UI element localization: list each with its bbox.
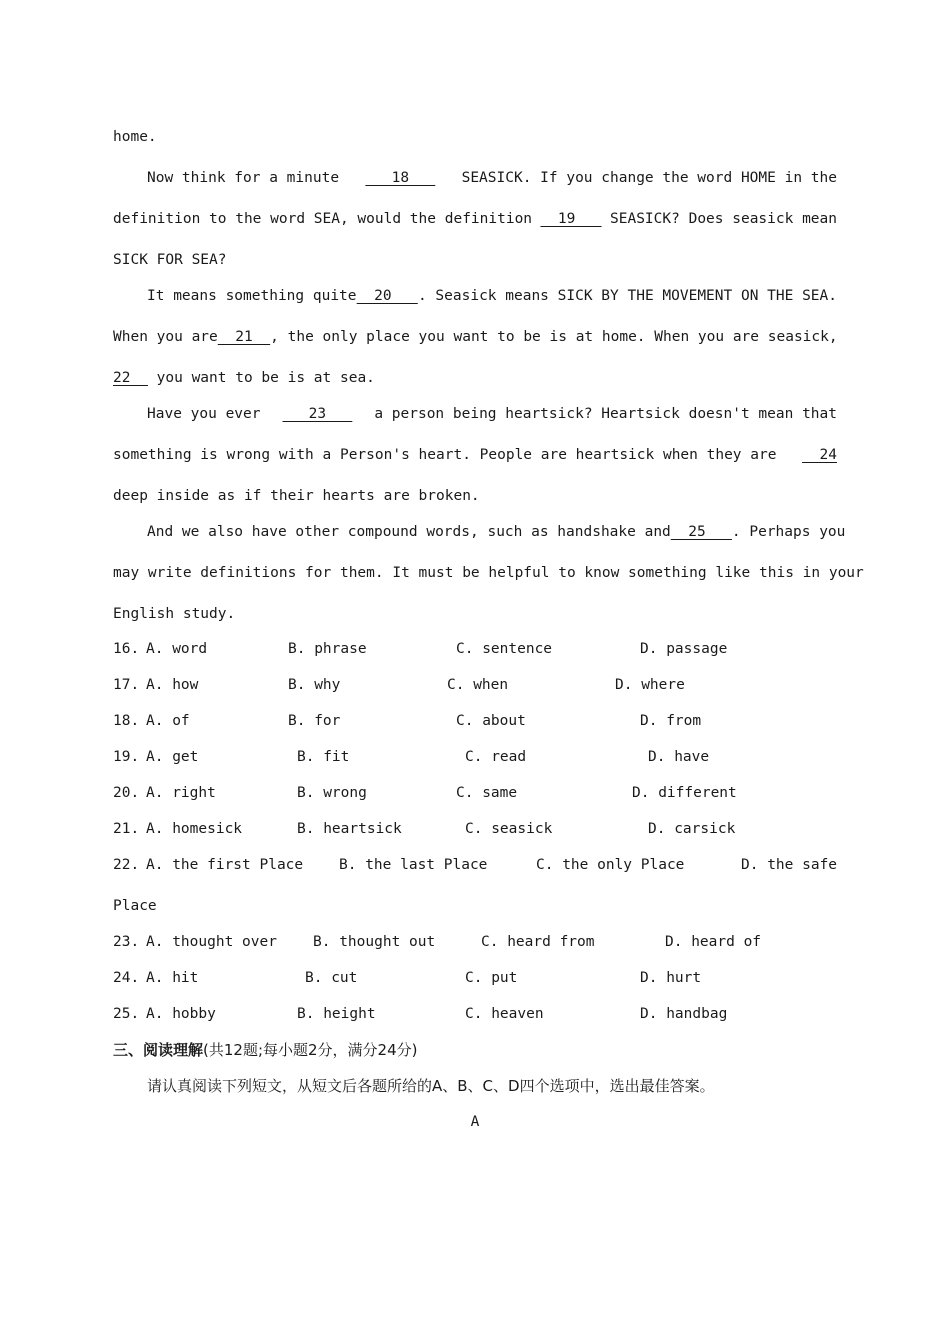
blank-22: 22: [113, 370, 148, 386]
option-d: D. passage: [640, 641, 728, 657]
text-run: And we also have other compound words, such as handshake and: [147, 524, 671, 540]
option-a: A. get: [146, 749, 199, 765]
text-run: definition to the word SEA, would the definition: [113, 211, 533, 227]
section-note: (共12题;每小题2分，满分24分): [203, 1041, 418, 1059]
option-c: C. put: [465, 970, 518, 986]
question-20: [113, 775, 837, 811]
question-number: 21.: [113, 821, 140, 837]
blank-18: 18: [365, 170, 436, 186]
option-c: C. sentence: [456, 641, 553, 657]
option-c: C. heard from: [481, 934, 595, 950]
option-d: D. where: [615, 677, 685, 693]
section-instruction: 请认真阅读下列短文，从短文后各题所给的A、B、C、D四个选项中，选出最佳答案。: [147, 1077, 715, 1095]
question-21: [113, 811, 837, 847]
option-b: B. cut: [305, 970, 358, 986]
question-number: 19.: [113, 749, 140, 765]
passage-line: home.: [113, 129, 157, 145]
passage-line: SICK FOR SEA?: [113, 252, 227, 268]
passage-line: deep inside as if their hearts are broken.: [113, 488, 480, 504]
part-label: A: [470, 1114, 480, 1130]
option-d: D. carsick: [648, 821, 736, 837]
text-run: you want to be is at sea.: [156, 370, 375, 386]
text-run: , the only place you want to be is at home. When you are seasick,: [270, 329, 838, 345]
blank-25: 25: [670, 524, 732, 540]
question-number: 25.: [113, 1006, 140, 1022]
question-23: [113, 924, 837, 960]
question-22: [113, 847, 837, 888]
blank-24: 24: [802, 447, 837, 463]
question-number: 24.: [113, 970, 140, 986]
option-c: C. when: [447, 677, 509, 693]
option-a: A. homesick: [146, 821, 243, 837]
option-a: A. hobby: [146, 1006, 216, 1022]
option-d-continued: Place: [113, 898, 157, 914]
option-a: A. right: [146, 785, 216, 801]
passage-line: [113, 395, 837, 436]
option-d: D. handbag: [640, 1006, 728, 1022]
option-a: A. how: [146, 677, 199, 693]
option-b: B. wrong: [297, 785, 367, 801]
question-17: [113, 667, 837, 703]
option-c: C. same: [456, 785, 518, 801]
text-run: Now think for a minute: [147, 170, 340, 186]
option-d: D. different: [632, 785, 737, 801]
text-run: When you are: [113, 329, 218, 345]
question-19: [113, 739, 837, 775]
question-number: 22.: [113, 857, 140, 873]
option-d: D. the safe: [741, 857, 838, 873]
option-d: D. from: [640, 713, 702, 729]
text-run: . Seasick means SICK BY THE MOVEMENT ON THE SEA.: [417, 288, 837, 304]
text-run: . Perhaps you: [731, 524, 846, 540]
option-b: B. thought out: [313, 934, 436, 950]
section-title: 三、阅读理解: [113, 1041, 204, 1059]
blank-21: 21: [217, 329, 271, 345]
question-18: [113, 703, 837, 739]
question-number: 17.: [113, 677, 140, 693]
passage-line: English study.: [113, 606, 236, 622]
question-number: 20.: [113, 785, 140, 801]
passage-line: [113, 513, 846, 554]
text-run: a person being heartsick? Heartsick doesn't mean that: [374, 406, 837, 422]
option-c: C. about: [456, 713, 526, 729]
option-a: A. word: [146, 641, 208, 657]
option-b: B. phrase: [288, 641, 367, 657]
text-run: Have you ever: [147, 406, 261, 422]
option-d: D. have: [648, 749, 710, 765]
option-b: B. for: [288, 713, 341, 729]
question-number: 18.: [113, 713, 140, 729]
question-number: 16.: [113, 641, 140, 657]
question-number: 23.: [113, 934, 140, 950]
text-run: SEASICK? Does seasick mean: [610, 211, 837, 227]
option-d: D. hurt: [640, 970, 702, 986]
option-c: C. seasick: [465, 821, 553, 837]
option-c: C. read: [465, 749, 527, 765]
option-a: A. thought over: [146, 934, 277, 950]
passage-line: [113, 318, 837, 359]
option-a: A. of: [146, 713, 190, 729]
blank-20: 20: [356, 288, 418, 304]
option-b: B. heartsick: [297, 821, 402, 837]
option-b: B. height: [297, 1006, 376, 1022]
question-16: [113, 631, 837, 667]
option-b: B. why: [288, 677, 341, 693]
passage-line: [113, 436, 837, 477]
text-run: SEASICK. If you change the word HOME in the: [461, 170, 837, 186]
section-heading: [113, 1032, 837, 1068]
passage-line: [113, 359, 837, 395]
text-run: something is wrong with a Person's heart. People are heartsick when they are: [113, 447, 777, 463]
passage-line: [113, 159, 837, 200]
option-a: A. the first Place: [146, 857, 304, 873]
option-d: D. heard of: [665, 934, 762, 950]
option-b: B. the last Place: [339, 857, 488, 873]
text-run: It means something quite: [147, 288, 357, 304]
option-b: B. fit: [297, 749, 350, 765]
question-25: [113, 996, 837, 1032]
option-c: C. heaven: [465, 1006, 544, 1022]
blank-23: 23: [282, 406, 353, 422]
question-22-continued: [113, 888, 837, 924]
option-c: C. the only Place: [536, 857, 685, 873]
question-24: [113, 960, 837, 996]
document-page: [113, 118, 864, 1140]
passage-line: may write definitions for them. It must be helpful to know something like this in your: [113, 565, 864, 581]
passage-line: [113, 200, 837, 241]
passage-line: [113, 277, 837, 318]
blank-19: 19: [540, 211, 602, 227]
option-a: A. hit: [146, 970, 199, 986]
